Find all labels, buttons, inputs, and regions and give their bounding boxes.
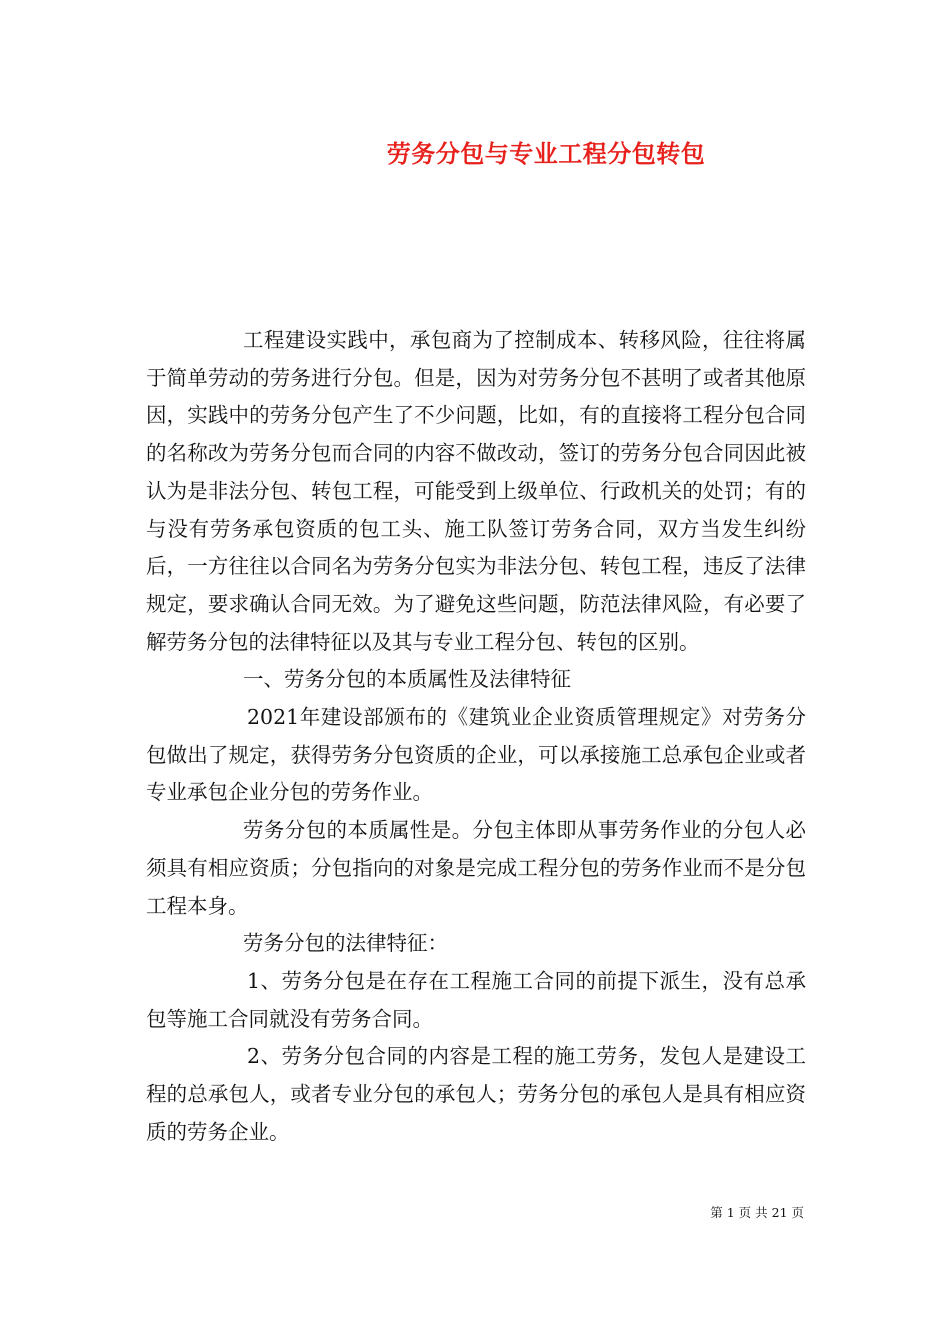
section-heading-1: 一、劳务分包的本质属性及法律特征	[243, 667, 571, 692]
list-item-feature-1: 1、劳务分包是在存在工程施工合同的前提下派生，没有总承包等施工合同就没有劳务合同。	[146, 968, 806, 1031]
paragraph-legal-features-heading: 劳务分包的法律特征：	[243, 931, 448, 956]
document-body	[146, 322, 806, 1151]
document-title: 劳务分包与专业工程分包转包	[386, 139, 706, 168]
list-item-feature-2: 2、劳务分包合同的内容是工程的施工劳务，发包人是建设工程的总承包人，或者专业分包的承包人；劳务分包的承包人是具有相应资质的劳务企业。	[146, 1044, 806, 1144]
paragraph-intro: 工程建设实践中，承包商为了控制成本、转移风险，往往将属于简单劳动的劳务进行分包。但是，因为对劳务分包不甚明了或者其他原因，实践中的劳务分包产生了不少问题，比如，有的直接将工程分包合同的名称改为劳务分包而合同的内容不做改动，签订的劳务分包合同因此被认为是非法分包、转包工程，可能受到上级单位、行政机关的处罚；有的与没有劳务承包资质的包工头、施工队签订劳务合同，双方当发生纠纷后，一方往往以合同名为劳务分包实为非法分包、转包工程，违反了法律规定，要求确认合同无效。为了避免这些问题，防范法律风险，有必要了解劳务分包的法律特征以及其与专业工程分包、转包的区别。	[146, 328, 806, 654]
paragraph-essential-attribute: 劳务分包的本质属性是。分包主体即从事劳务作业的分包人必须具有相应资质；分包指向的对象是完成工程分包的劳务作业而不是分包工程本身。	[146, 818, 806, 918]
page-number: 第 1 页 共 21 页	[710, 1205, 804, 1220]
paragraph-regulation: 2021年建设部颁布的《建筑业企业资质管理规定》对劳务分包做出了规定，获得劳务分包资质的企业，可以承接施工总承包企业或者专业承包企业分包的劳务作业。	[146, 705, 806, 805]
